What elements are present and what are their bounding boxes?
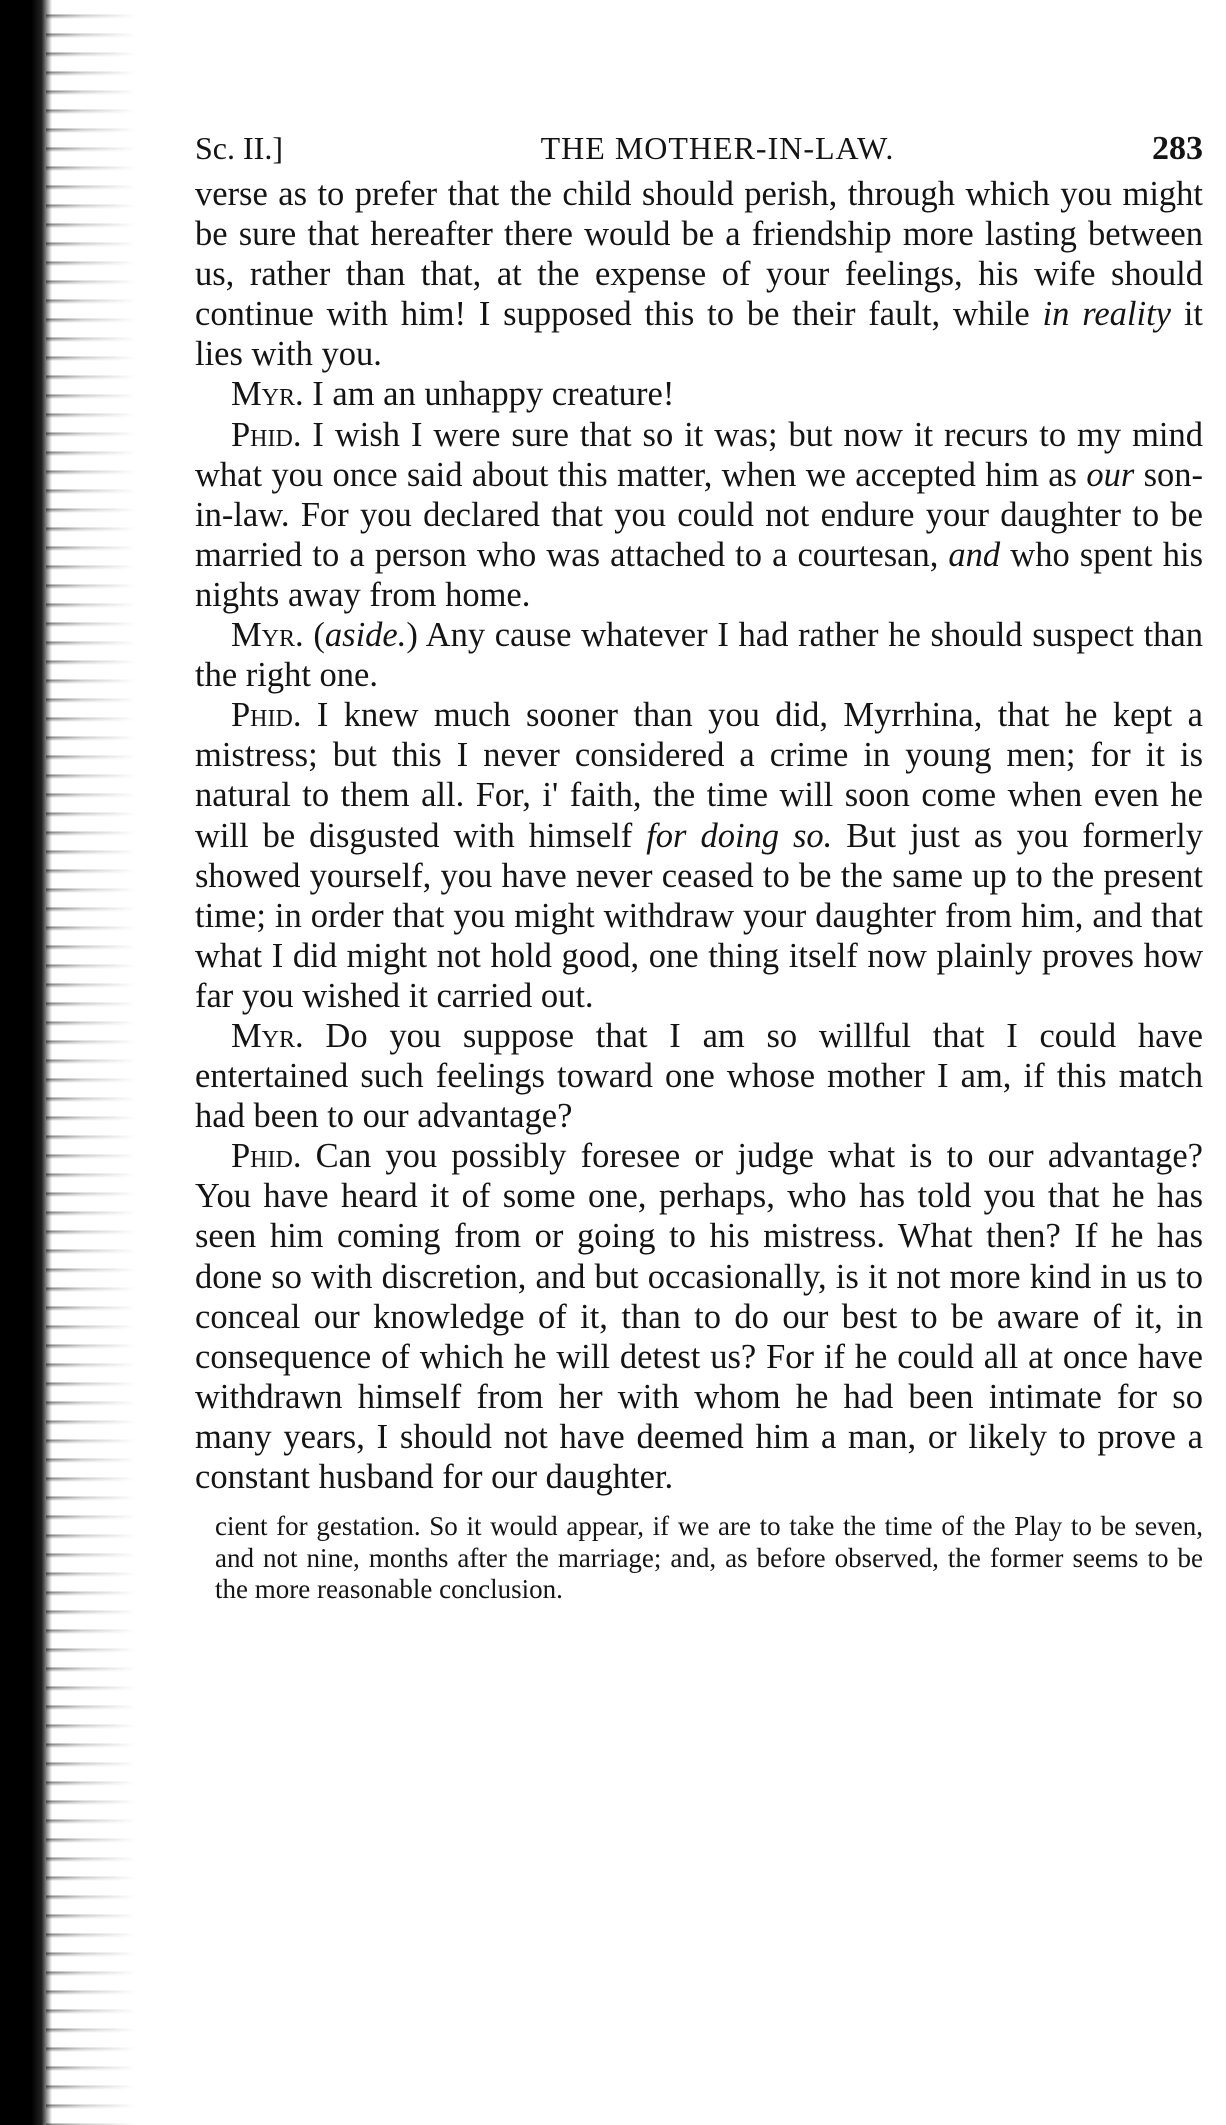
- italic-run: in reality: [1042, 295, 1171, 334]
- speaker-name: Phid.: [231, 415, 302, 454]
- text-run: I wish I were sure that so it was; but now it recurs to my mind what you once said about this matter, when we accepted him as: [195, 415, 1203, 494]
- speech-myrrhina: [195, 374, 1203, 414]
- main-text: [195, 174, 1203, 1497]
- text-run: But just as you formerly showed yourself, you have never ceased to be the same up to the present time; in order that you might withdraw your daughter from him, and that what I did might not hold good, one thing itself now plainly proves how far you wished it carried out.: [195, 816, 1203, 1015]
- scene-marker: Sc. II.]: [195, 130, 283, 166]
- speaker-name: Myr.: [231, 1016, 304, 1055]
- speech-phidippus: [195, 415, 1203, 615]
- page-number: 283: [1152, 130, 1203, 167]
- italic-run: for doing so.: [646, 816, 833, 855]
- text-run: Can you possibly foresee or judge what is to our advantage? You have heard it of some one, perhaps, who has told you that he has seen him coming from or going to his mistress. What then? If he has done so with discretion, and but occasionally, is it not more kind in us to conceal our knowledge of it, than to do our best to be aware of it, in consequence of which he will detest us? For if he could all at once have withdrawn himself from her with whom he had been intimate for so many years, I should not have deemed him a man, or likely to prove a constant husband for our daughter.: [195, 1137, 1203, 1496]
- text-run: I am an unhappy creature!: [303, 375, 675, 414]
- speaker-name: Myr.: [231, 375, 304, 414]
- speech-myrrhina: [195, 615, 1203, 695]
- stage-direction: aside.: [324, 616, 407, 655]
- speech-phidippus: [195, 695, 1203, 1016]
- speaker-name: Phid.: [231, 696, 302, 735]
- running-title: THE MOTHER-IN-LAW.: [540, 130, 895, 166]
- footnote: [195, 1511, 1203, 1606]
- speaker-name: Myr.: [231, 616, 304, 655]
- running-head: [195, 130, 1203, 170]
- book-binding-edge: [46, 0, 136, 2125]
- text-run: verse as to prefer that the child should perish, through which you might be sure that hereafter there would be a friendship more lasting between us, rather than that, at the expense of your feelings, his wife should continue with him! I supposed this to be their fault, while: [195, 175, 1203, 334]
- text-run: I knew much sooner than you did, Myrrhina, that he kept a mistress; but this I never considered a crime in young men; for it is natural to them all. For, i' faith, the time will soon come when even he will be disgusted with himself: [195, 696, 1203, 855]
- text-run: (: [303, 616, 325, 655]
- book-page: [195, 130, 1203, 1606]
- text-run: Do you suppose that I am so willful that I could have entertained such feelings toward one whose mother I am, if this match had been to our advantage?: [195, 1016, 1203, 1136]
- text-run: ) Any cause whatever I had rather he should suspect than the right one.: [195, 616, 1203, 695]
- footnote-text: cient for gestation. So it would appear, if we are to take the time of the Play to be seven, and not nine, months after the marriage; and, as before observed, the former seems to be the more reasonable conclusion.: [215, 1511, 1203, 1605]
- italic-run: and: [948, 535, 1001, 574]
- speaker-name: Phid.: [231, 1137, 302, 1176]
- italic-run: our: [1086, 455, 1135, 494]
- text-run: son-in-law. For you declared that you could not endure your daughter to be married to a person who was attached to a courtesan,: [195, 455, 1203, 574]
- speech-myrrhina: [195, 1016, 1203, 1136]
- text-run: who spent his nights away from home.: [195, 535, 1203, 614]
- text-run: it lies with you.: [195, 295, 1204, 374]
- paragraph-continued: [195, 174, 1203, 374]
- book-binding-shadow: [0, 0, 52, 2125]
- speech-phidippus: [195, 1136, 1203, 1497]
